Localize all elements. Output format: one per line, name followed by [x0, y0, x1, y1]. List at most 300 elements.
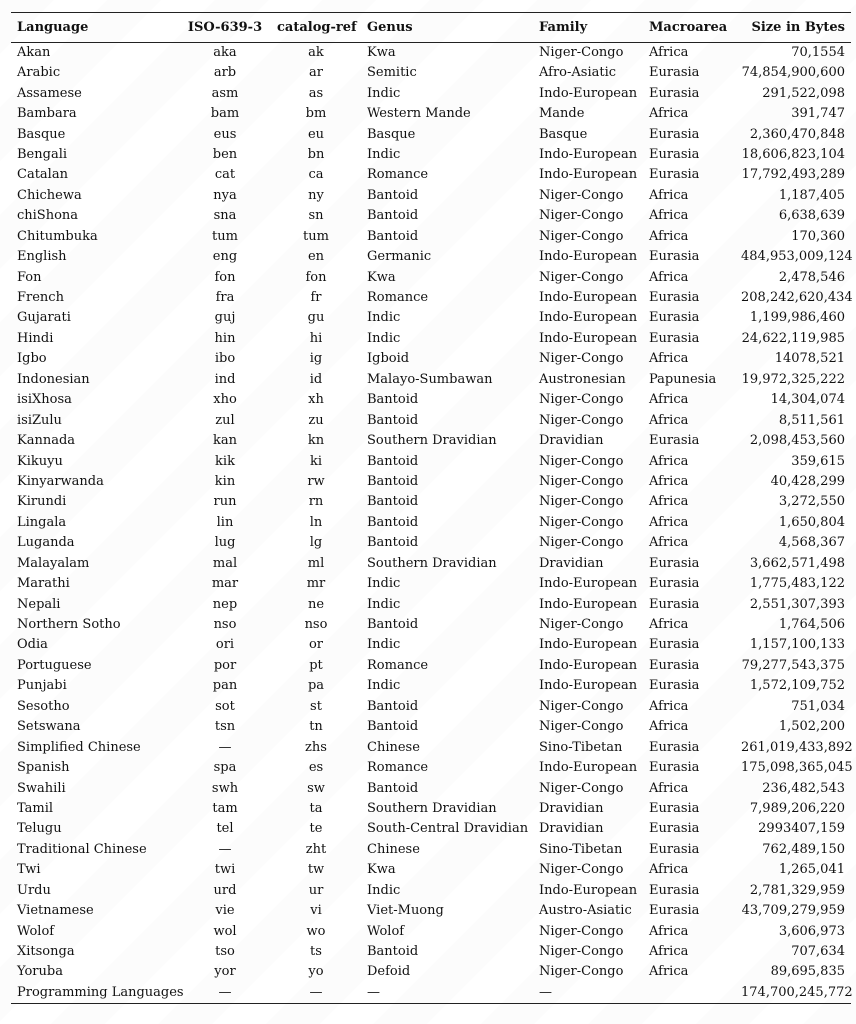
- cell-genus: Semitic: [367, 65, 417, 81]
- cell-genus: Romance: [367, 167, 429, 183]
- cell-catalog-ref: tn: [309, 719, 323, 735]
- table-row: [11, 43, 851, 64]
- cell-language: Gujarati: [17, 310, 71, 326]
- cell-family: Niger-Congo: [539, 780, 624, 796]
- table-body: [11, 43, 851, 1004]
- cell-catalog-ref: ak: [308, 45, 324, 60]
- cell-genus: Germanic: [367, 249, 432, 265]
- cell-macroarea: Africa: [649, 228, 689, 244]
- cell-size-bytes: 43,709,279,959: [741, 903, 845, 919]
- cell-genus: Indic: [367, 85, 401, 101]
- cell-macroarea: Eurasia: [649, 555, 700, 571]
- cell-size-bytes: 1,775,483,122: [749, 576, 845, 592]
- cell-macroarea: Africa: [649, 208, 689, 224]
- cell-iso-code: ben: [212, 146, 238, 162]
- cell-size-bytes: 40,428,299: [770, 473, 845, 489]
- cell-catalog-ref: hi: [309, 330, 323, 346]
- cell-macroarea: Eurasia: [649, 882, 700, 898]
- cell-language: Setswana: [17, 719, 81, 735]
- cell-family: Niger-Congo: [539, 514, 624, 530]
- cell-macroarea: Eurasia: [649, 167, 700, 183]
- cell-size-bytes: 236,482,543: [762, 780, 845, 796]
- cell-macroarea: Africa: [649, 698, 689, 714]
- cell-macroarea: Eurasia: [649, 678, 700, 694]
- cell-language: Bengali: [17, 146, 68, 162]
- table-row: [11, 962, 851, 982]
- cell-language: Basque: [17, 126, 66, 142]
- header-language: Language: [11, 13, 179, 43]
- cell-macroarea: Eurasia: [649, 249, 700, 265]
- cell-size-bytes: 1,187,405: [778, 187, 845, 203]
- cell-size-bytes: 4,568,367: [778, 535, 845, 551]
- cell-language: Catalan: [17, 167, 68, 183]
- cell-macroarea: Eurasia: [649, 433, 700, 449]
- table-row: [11, 901, 851, 921]
- cell-catalog-ref: lg: [309, 535, 323, 551]
- cell-catalog-ref: xh: [308, 392, 324, 408]
- cell-iso-code: eng: [212, 249, 238, 265]
- cell-catalog-ref: zu: [308, 412, 324, 428]
- cell-genus: Southern Dravidian: [367, 555, 497, 571]
- cell-language: Programming Languages: [11, 983, 179, 1004]
- cell-size-bytes: 3,606,973: [778, 923, 845, 939]
- cell-catalog-ref: ar: [309, 65, 323, 81]
- cell-language: Urdu: [17, 882, 51, 898]
- cell-macroarea: Eurasia: [649, 800, 700, 816]
- cell-family: Niger-Congo: [539, 862, 624, 878]
- table-row: [11, 83, 851, 103]
- cell-family: Austro-Asiatic: [539, 903, 632, 919]
- cell-size-bytes: 24,622,119,985: [741, 330, 845, 346]
- cell-genus: South-Central Dravidian: [367, 821, 529, 837]
- cell-macroarea: Eurasia: [649, 739, 700, 755]
- cell-iso-code: nso: [213, 617, 237, 633]
- table-row: [11, 104, 851, 124]
- cell-macroarea: Eurasia: [649, 821, 700, 837]
- cell-size-bytes: 2,360,470,848: [749, 126, 845, 142]
- cell-iso-code: twi: [214, 862, 236, 878]
- cell-iso-code: por: [213, 657, 237, 673]
- cell-iso-code: tso: [215, 944, 235, 960]
- cell-iso-code: asm: [211, 85, 239, 101]
- cell-language: Kannada: [17, 433, 76, 449]
- cell-genus: Bantoid: [367, 187, 419, 203]
- cell-language: Akan: [17, 45, 51, 60]
- cell-macroarea: Eurasia: [649, 126, 700, 142]
- header-family: Family: [533, 13, 643, 43]
- cell-family: Niger-Congo: [539, 494, 624, 510]
- table-row: [11, 165, 851, 185]
- header-iso-639-3: ISO-639-3: [179, 13, 271, 43]
- cell-macroarea: Eurasia: [649, 65, 700, 81]
- cell-catalog-ref: mr: [306, 576, 326, 592]
- table-row: [11, 554, 851, 574]
- cell-language: Yoruba: [17, 964, 63, 980]
- cell-macroarea: Africa: [649, 106, 689, 122]
- cell-genus: Chinese: [367, 739, 420, 755]
- cell-size-bytes: 14078,521: [774, 351, 845, 367]
- cell-catalog-ref: id: [309, 371, 323, 387]
- cell-genus: Southern Dravidian: [367, 800, 497, 816]
- cell-family: Afro-Asiatic: [539, 65, 617, 81]
- cell-language: Sesotho: [17, 698, 70, 714]
- cell-size-bytes: 484,953,009,124: [741, 249, 853, 265]
- cell-iso-code: —: [218, 739, 232, 755]
- table-row: [11, 227, 851, 247]
- table-row: [11, 247, 851, 267]
- cell-genus: Indic: [367, 678, 401, 694]
- cell-catalog-ref: wo: [306, 923, 326, 939]
- cell-language: Xitsonga: [17, 944, 75, 960]
- cell-genus: Indic: [367, 596, 401, 612]
- cell-size-bytes: 170,360: [791, 228, 845, 244]
- cell-catalog-ref: gu: [307, 310, 325, 326]
- cell-catalog-ref: ne: [307, 596, 325, 612]
- table-row: [11, 778, 851, 798]
- cell-family: Niger-Congo: [539, 617, 624, 633]
- cell-macroarea: Eurasia: [649, 310, 700, 326]
- cell-language: English: [17, 249, 67, 265]
- cell-macroarea: Africa: [649, 269, 689, 285]
- cell-iso-code: ind: [214, 371, 236, 387]
- cell-family: Dravidian: [539, 821, 604, 837]
- cell-language: Vietnamese: [17, 903, 94, 919]
- table-row: [11, 676, 851, 696]
- cell-genus: Bantoid: [367, 392, 419, 408]
- table-row: [11, 492, 851, 512]
- cell-language: Punjabi: [17, 678, 67, 694]
- cell-size-bytes: 261,019,433,892: [741, 739, 853, 755]
- cell-family: Indo-European: [539, 146, 638, 162]
- cell-macroarea: Africa: [649, 473, 689, 489]
- cell-size-bytes: 3,662,571,498: [749, 555, 845, 571]
- cell-language: Traditional Chinese: [17, 841, 147, 857]
- cell-genus: Kwa: [367, 862, 396, 878]
- cell-size-bytes: 8,511,561: [778, 412, 845, 428]
- cell-macroarea: Africa: [649, 514, 689, 530]
- cell-genus: Bantoid: [367, 535, 419, 551]
- cell-iso-code: sna: [213, 208, 237, 224]
- cell-catalog-ref: fr: [310, 290, 322, 306]
- cell-iso-code: lug: [214, 535, 236, 551]
- cell-family: Dravidian: [539, 555, 604, 571]
- cell-family: Niger-Congo: [539, 923, 624, 939]
- cell-catalog-ref: ca: [308, 167, 324, 183]
- cell-size-bytes: 174,700,245,772: [735, 983, 851, 1004]
- cell-size-bytes: 359,615: [791, 453, 845, 469]
- cell-genus: Kwa: [367, 269, 396, 285]
- cell-genus: Bantoid: [367, 719, 419, 735]
- cell-family: Indo-European: [539, 882, 638, 898]
- cell-family: Niger-Congo: [539, 535, 624, 551]
- cell-family: Indo-European: [539, 576, 638, 592]
- table-row: [11, 186, 851, 206]
- cell-iso-code: sot: [215, 698, 235, 714]
- table-row: [11, 594, 851, 614]
- cell-genus: Indic: [367, 146, 401, 162]
- cell-catalog-ref: pa: [307, 678, 325, 694]
- cell-language: Fon: [17, 269, 42, 285]
- cell-language: Kirundi: [17, 494, 67, 510]
- cell-family: Indo-European: [539, 330, 638, 346]
- cell-macroarea: Africa: [649, 351, 689, 367]
- cell-size-bytes: 18,606,823,104: [741, 146, 845, 162]
- table-row: [11, 533, 851, 553]
- cell-genus: Indic: [367, 882, 401, 898]
- table-row: [11, 206, 851, 226]
- table-row: [11, 697, 851, 717]
- table-row: [11, 881, 851, 901]
- cell-macroarea: Africa: [649, 862, 689, 878]
- cell-macroarea: Africa: [649, 494, 689, 510]
- cell-iso-code: tsn: [214, 719, 236, 735]
- cell-language: Kikuyu: [17, 453, 63, 469]
- cell-catalog-ref: tum: [303, 228, 329, 244]
- cell-language: Bambara: [17, 106, 77, 122]
- cell-macroarea: Eurasia: [649, 841, 700, 857]
- table-row: [11, 983, 851, 1004]
- table-row: [11, 921, 851, 941]
- cell-catalog-ref: ig: [309, 351, 323, 367]
- cell-catalog-ref: —: [271, 983, 361, 1004]
- cell-catalog-ref: zht: [305, 841, 327, 857]
- cell-macroarea: Eurasia: [649, 903, 700, 919]
- cell-catalog-ref: ta: [309, 800, 323, 816]
- cell-family: Niger-Congo: [539, 453, 624, 469]
- cell-size-bytes: 89,695,835: [770, 964, 845, 980]
- cell-catalog-ref: sn: [308, 208, 324, 224]
- cell-size-bytes: 3,272,550: [778, 494, 845, 510]
- table-header: [11, 13, 851, 43]
- cell-genus: Basque: [367, 126, 416, 142]
- table-row: [11, 717, 851, 737]
- cell-family: Indo-European: [539, 657, 638, 673]
- cell-language: Wolof: [17, 923, 55, 939]
- table-row: [11, 758, 851, 778]
- cell-iso-code: kik: [215, 453, 235, 469]
- cell-language: Chitumbuka: [17, 228, 98, 244]
- cell-family: —: [533, 983, 643, 1004]
- cell-iso-code: kan: [212, 433, 237, 449]
- cell-language: Lingala: [17, 514, 67, 530]
- cell-family: Niger-Congo: [539, 208, 624, 224]
- cell-macroarea: Africa: [649, 453, 689, 469]
- cell-genus: Bantoid: [367, 494, 419, 510]
- table-row: [11, 370, 851, 390]
- cell-family: Niger-Congo: [539, 45, 624, 60]
- table-row: [11, 145, 851, 165]
- table-row: [11, 288, 851, 308]
- cell-family: Niger-Congo: [539, 269, 624, 285]
- table-row: [11, 656, 851, 676]
- cell-catalog-ref: ur: [308, 882, 324, 898]
- cell-macroarea: Eurasia: [649, 657, 700, 673]
- cell-macroarea: Papunesia: [649, 371, 717, 387]
- table-row: [11, 513, 851, 533]
- cell-language: Indonesian: [17, 371, 90, 387]
- cell-genus: Defoid: [367, 964, 411, 980]
- cell-size-bytes: 74,854,900,600: [741, 65, 845, 81]
- cell-genus: Indic: [367, 330, 401, 346]
- table-row: [11, 840, 851, 860]
- cell-family: Niger-Congo: [539, 351, 624, 367]
- cell-macroarea: Eurasia: [649, 146, 700, 162]
- cell-genus: Viet-Muong: [367, 903, 444, 919]
- table-row: [11, 63, 851, 83]
- cell-language: Marathi: [17, 576, 70, 592]
- cell-iso-code: swh: [211, 780, 239, 796]
- language-table: [11, 12, 851, 1004]
- cell-size-bytes: 751,034: [791, 698, 845, 714]
- cell-family: Indo-European: [539, 678, 638, 694]
- cell-iso-code: —: [218, 841, 232, 857]
- cell-family: Sino-Tibetan: [539, 739, 623, 755]
- cell-macroarea: Africa: [649, 964, 689, 980]
- cell-macroarea: Africa: [649, 617, 689, 633]
- cell-genus: Bantoid: [367, 698, 419, 714]
- cell-size-bytes: 14,304,074: [770, 392, 845, 408]
- cell-family: Dravidian: [539, 433, 604, 449]
- cell-family: Indo-European: [539, 290, 638, 306]
- cell-iso-code: pan: [212, 678, 238, 694]
- cell-catalog-ref: sw: [307, 780, 325, 796]
- cell-language: Malayalam: [17, 555, 90, 571]
- cell-iso-code: run: [213, 494, 237, 510]
- cell-language: Tamil: [17, 800, 54, 816]
- cell-language: Swahili: [17, 780, 66, 796]
- cell-family: Austronesian: [539, 371, 626, 387]
- cell-genus: Bantoid: [367, 473, 419, 489]
- cell-macroarea: Africa: [649, 45, 689, 60]
- cell-language: Arabic: [17, 65, 61, 81]
- cell-catalog-ref: ln: [309, 514, 323, 530]
- cell-family: Indo-European: [539, 85, 638, 101]
- cell-iso-code: mar: [211, 576, 239, 592]
- cell-genus: Bantoid: [367, 514, 419, 530]
- table-row: [11, 431, 851, 451]
- cell-size-bytes: 707,634: [791, 944, 845, 960]
- cell-iso-code: cat: [214, 167, 236, 183]
- table-row: [11, 615, 851, 635]
- cell-language: Luganda: [17, 535, 75, 551]
- cell-language: Portuguese: [17, 657, 92, 673]
- cell-catalog-ref: ki: [309, 453, 323, 469]
- cell-genus: Romance: [367, 290, 429, 306]
- cell-macroarea: Africa: [649, 944, 689, 960]
- cell-catalog-ref: or: [308, 637, 324, 653]
- cell-iso-code: tel: [216, 821, 234, 837]
- cell-macroarea: Africa: [649, 923, 689, 939]
- cell-genus: Malayo-Sumbawan: [367, 371, 493, 387]
- table-row: [11, 635, 851, 655]
- cell-language: isiXhosa: [17, 392, 72, 408]
- cell-catalog-ref: ny: [308, 187, 324, 203]
- cell-macroarea: Africa: [649, 535, 689, 551]
- cell-genus: Indic: [367, 637, 401, 653]
- table-row: [11, 308, 851, 328]
- cell-genus: —: [361, 983, 533, 1004]
- header-row: [11, 13, 851, 43]
- cell-catalog-ref: yo: [308, 964, 324, 980]
- cell-macroarea: Eurasia: [649, 85, 700, 101]
- table-row: [11, 410, 851, 430]
- cell-size-bytes: 2993407,159: [758, 821, 845, 837]
- cell-iso-code: yor: [214, 964, 236, 980]
- cell-iso-code: eus: [213, 126, 237, 142]
- cell-iso-code: nya: [213, 187, 237, 203]
- cell-catalog-ref: nso: [304, 617, 328, 633]
- cell-family: Niger-Congo: [539, 412, 624, 428]
- cell-macroarea: Eurasia: [649, 760, 700, 776]
- cell-iso-code: guj: [214, 310, 236, 326]
- cell-size-bytes: 1,265,041: [778, 862, 845, 878]
- cell-iso-code: nep: [212, 596, 238, 612]
- cell-iso-code: tum: [212, 228, 238, 244]
- cell-language: isiZulu: [17, 412, 62, 428]
- cell-genus: Chinese: [367, 841, 420, 857]
- header-size-in-bytes: Size in Bytes: [735, 13, 851, 43]
- cell-macroarea: Eurasia: [649, 576, 700, 592]
- cell-catalog-ref: bn: [307, 146, 325, 162]
- cell-family: Indo-European: [539, 596, 638, 612]
- cell-iso-code: ori: [215, 637, 235, 653]
- cell-family: Niger-Congo: [539, 392, 624, 408]
- table-row: [11, 799, 851, 819]
- cell-iso-code: vie: [215, 903, 235, 919]
- cell-size-bytes: 1,764,506: [778, 617, 845, 633]
- cell-genus: Bantoid: [367, 208, 419, 224]
- cell-macroarea: Africa: [649, 780, 689, 796]
- cell-size-bytes: 1,199,986,460: [749, 310, 845, 326]
- cell-genus: Bantoid: [367, 412, 419, 428]
- header-catalog-ref: catalog-ref: [271, 13, 361, 43]
- cell-size-bytes: 1,572,109,752: [749, 678, 845, 694]
- cell-iso-code: xho: [213, 392, 237, 408]
- cell-catalog-ref: ml: [307, 555, 325, 571]
- cell-catalog-ref: zhs: [305, 739, 327, 755]
- cell-genus: Igboid: [367, 351, 410, 367]
- cell-iso-code: urd: [213, 882, 237, 898]
- cell-iso-code: spa: [213, 760, 237, 776]
- cell-genus: Wolof: [367, 923, 405, 939]
- cell-family: Mande: [539, 106, 585, 122]
- cell-family: Dravidian: [539, 800, 604, 816]
- cell-genus: Bantoid: [367, 617, 419, 633]
- cell-iso-code: aka: [213, 45, 237, 60]
- cell-catalog-ref: pt: [309, 657, 323, 673]
- cell-iso-code: fon: [214, 269, 236, 285]
- cell-genus: Southern Dravidian: [367, 433, 497, 449]
- cell-catalog-ref: st: [310, 698, 322, 714]
- cell-catalog-ref: te: [309, 821, 323, 837]
- cell-iso-code: tam: [212, 800, 238, 816]
- cell-macroarea: Africa: [649, 719, 689, 735]
- table-row: [11, 472, 851, 492]
- cell-iso-code: ibo: [214, 351, 236, 367]
- cell-family: Sino-Tibetan: [539, 841, 623, 857]
- cell-family: Niger-Congo: [539, 719, 624, 735]
- cell-size-bytes: 2,551,307,393: [749, 596, 845, 612]
- cell-catalog-ref: fon: [305, 269, 327, 285]
- cell-size-bytes: 2,781,329,959: [749, 882, 845, 898]
- cell-catalog-ref: rw: [307, 473, 325, 489]
- cell-size-bytes: 6,638,639: [778, 208, 845, 224]
- table-row: [11, 267, 851, 287]
- cell-size-bytes: 175,098,365,045: [741, 760, 853, 776]
- cell-size-bytes: 19,972,325,222: [741, 371, 845, 387]
- cell-size-bytes: 70,1554: [791, 45, 845, 60]
- cell-language: Nepali: [17, 596, 61, 612]
